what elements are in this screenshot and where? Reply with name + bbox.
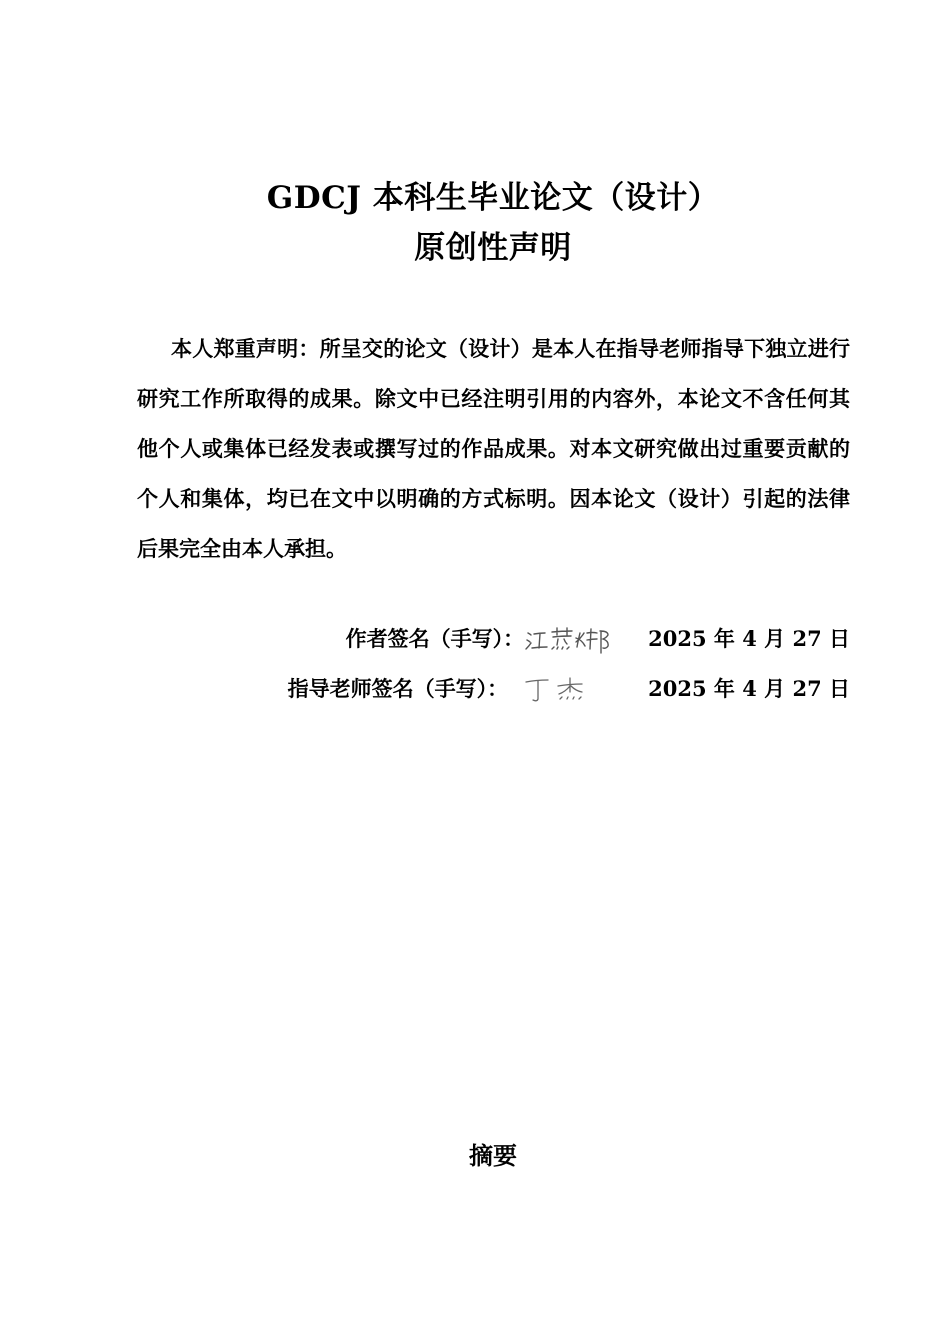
declaration-paragraph: 本人郑重声明：所呈交的论文（设计）是本人在指导老师指导下独立进行研究工作所取得的成果。除文中已经注明引用的内容外，本论文不含任何其他个人或集体已经发表或撰写过的作品成果。对本文研究做出过重要贡献的个人和集体，均已在文中以明确的方式标明。因本论文（设计）引起的法律后果完全由本人承担。 (137, 336, 850, 561)
author-signature-label: 作者签名（手写）： (345, 626, 525, 651)
advisor-signature-date: 2025 年 4 月 27 日 (648, 676, 850, 701)
page-title: GDCJ 本科生毕业论文（设计） (266, 180, 720, 216)
author-handwritten-signature (524, 621, 626, 655)
author-signature-date: 2025 年 4 月 27 日 (648, 626, 850, 651)
advisor-signature-row (288, 671, 850, 705)
author-signature-row (346, 621, 850, 655)
advisor-signature-label: 指导老师签名（手写）： (287, 676, 509, 701)
page-subtitle: 原创性声明 (414, 230, 572, 266)
abstract-heading: 摘要 (469, 1141, 517, 1170)
advisor-handwritten-signature (516, 671, 620, 705)
